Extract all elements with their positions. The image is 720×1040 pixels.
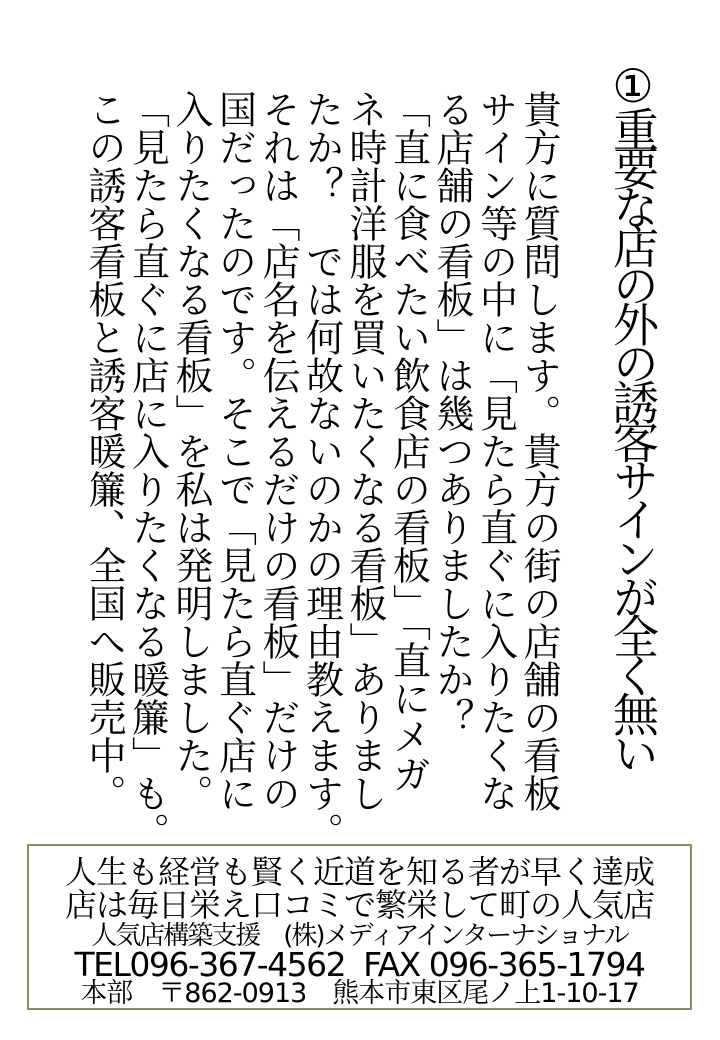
text-column: 「見たら直ぐに店に入りたくなる暖簾」も。 bbox=[125, 90, 170, 850]
footer-slogan-line-2: 店は毎日栄え口コミで繁栄して町の人気店 bbox=[64, 886, 654, 924]
vertical-headline: ①重要な店の外の誘客サインが全く無い bbox=[606, 59, 660, 769]
text-column: たか？ では何故ないのかの理由教えます。 bbox=[299, 90, 344, 850]
footer-tel-fax-line: TEL096-367-4562 FAX 096-365-1794 bbox=[74, 945, 645, 984]
text-column: 入りたくなる看板」を私は発明しました。 bbox=[169, 90, 213, 812]
vertical-body-text bbox=[82, 90, 561, 850]
text-column: る店舗の看板」は幾つありましたか？ bbox=[430, 90, 474, 736]
footer-contact-box bbox=[27, 844, 692, 1010]
footer-address-line: 本部 〒862-0913 熊本市東区尾ノ上1-10-17 bbox=[80, 978, 639, 1009]
footer-slogan-line-1: 人生も経営も賢く近道を知る者が早く達成 bbox=[64, 853, 654, 891]
text-column: ネ時計洋服を買いたくなる看板」ありまし bbox=[343, 90, 387, 812]
footer-company-line: 人気店構築支援 (株)メディアインターナショナル bbox=[91, 921, 628, 951]
text-column: 「直に食べたい飲食店の看板」「直にメガ bbox=[386, 90, 431, 793]
text-column: サイン等の中に「見たら直ぐに入りたくな bbox=[473, 90, 518, 812]
text-column: この誘客看板と誘客暖簾、全国へ販売中。 bbox=[82, 90, 126, 812]
text-column: それは「店名を伝えるだけの看板」だけの bbox=[256, 90, 300, 812]
text-column: 国だったのです。そこで「見たら直ぐ店に bbox=[212, 90, 257, 812]
text-column: 貴方に質問します。貴方の街の店舗の看板 bbox=[517, 90, 561, 812]
